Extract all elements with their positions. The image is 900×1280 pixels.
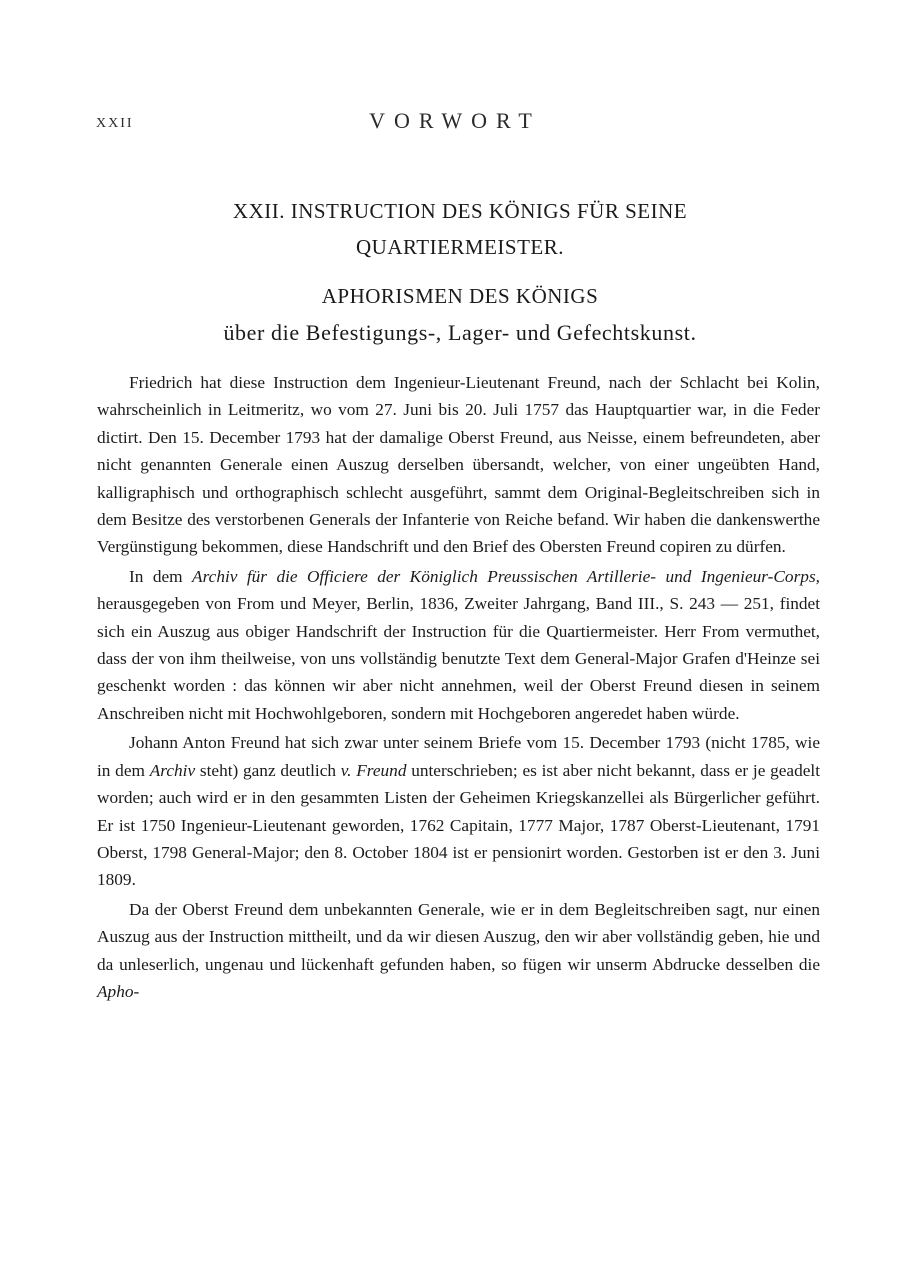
paragraph-text: Da der Oberst Freund dem unbekannten Generale, wie er in dem Begleitschreiben sagt, nur einen Auszug aus der Instruction mittheilt, und da wir diesen Auszug, den wir aber vollständig geben, hie und da unleserlich, ungenau und lückenhaft gefunden haben, so fügen wir unserm Abdrucke desselben die [97,899,820,974]
archive-title: Archiv für die Officiere der Königlich Preussischen Artillerie- und Ingenieur-Corps, [192,566,820,586]
section-subtitle-description: über die Befestigungs-, Lager- und Gefechtskunst. [223,320,697,345]
paragraph-1 [97,369,820,561]
paragraph-2 [97,563,820,727]
running-head: VORWORT [369,108,541,133]
section-title-line-1: XXII. INSTRUCTION DES KÖNIGS FÜR SEINE [232,199,688,223]
paragraph-text: In dem [129,566,193,586]
signature-name: v. Freund [340,760,407,780]
paragraph-text: steht) ganz deutlich [195,760,341,780]
section-title [100,193,820,350]
paragraph-3 [97,729,820,893]
page-number: XXII [96,116,134,131]
archive-reference: Archiv [149,760,196,780]
continued-word: Apho- [97,981,140,1001]
paragraph-text: Friedrich hat diese Instruction dem Ingenieur-Lieutenant Freund, nach der Schlacht bei Kolin, wahrscheinlich in Leitmeritz, wo vom 27. Juni bis 20. Juli 1757 das Hauptquartier war, in die Feder dictirt. Den 15. December 1793 hat der damalige Oberst Freund, aus Neisse, einem befreundeten, aber nicht genannten Generale einen Auszug derselben übersandt, welcher, von einer ungeübten Hand, kalligraphisch und orthographisch schlecht ausgeführt, sammt dem Original-Begleitschreiben sich in dem Besitze des verstorbenen Generals der Infanterie von Reiche befand. Wir haben die dankenswerthe Vergünstigung bekommen, diese Handschrift und den Brief des Obersten Freund copiren zu dürfen. [97,373,820,557]
paragraph-text: Johann Anton Freund hat sich zwar unter seinem Briefe vom 15. December 1793 (nicht 1785, wie in dem [97,733,820,780]
paragraph-text: unterschrieben; es ist aber nicht bekannt, dass er je geadelt worden; auch wird er in den gesammten Listen der Geheimen Kriegskanzellei als Bürgerlicher geführt. Er ist 1750 Ingenieur-Lieutenant geworden, 1762 Capitain, 1777 Major, 1787 Oberst-Lieutenant, 1791 Oberst, 1798 General-Major; den 8. October 1804 ist er pensionirt worden. Gestorben ist er den 3. Juni 1809. [97,760,820,890]
section-title-line-2: QUARTIERMEISTER. [356,235,564,259]
paragraph-4 [97,896,820,1006]
paragraph-text: herausgegeben von From und Meyer, Berlin, 1836, Zweiter Jahrgang, Band III., S. 243 — 251, findet sich ein Auszug aus obiger Handschrift der Instruction für die Quartiermeister. Herr From vermuthet, dass der von ihm theilweise, von uns vollständig benutzte Text dem General-Major Grafen d'Heinze sei geschenkt worden : das können wir aber nicht annehmen, weil der Oberst Freund diesen in seinem Anschreiben nicht mit Hochwohlgeboren, sondern mit Hochgeboren angeredet haben würde. [97,594,820,723]
body-text [97,369,820,1005]
section-subtitle: APHORISMEN DES KÖNIGS [321,284,599,308]
